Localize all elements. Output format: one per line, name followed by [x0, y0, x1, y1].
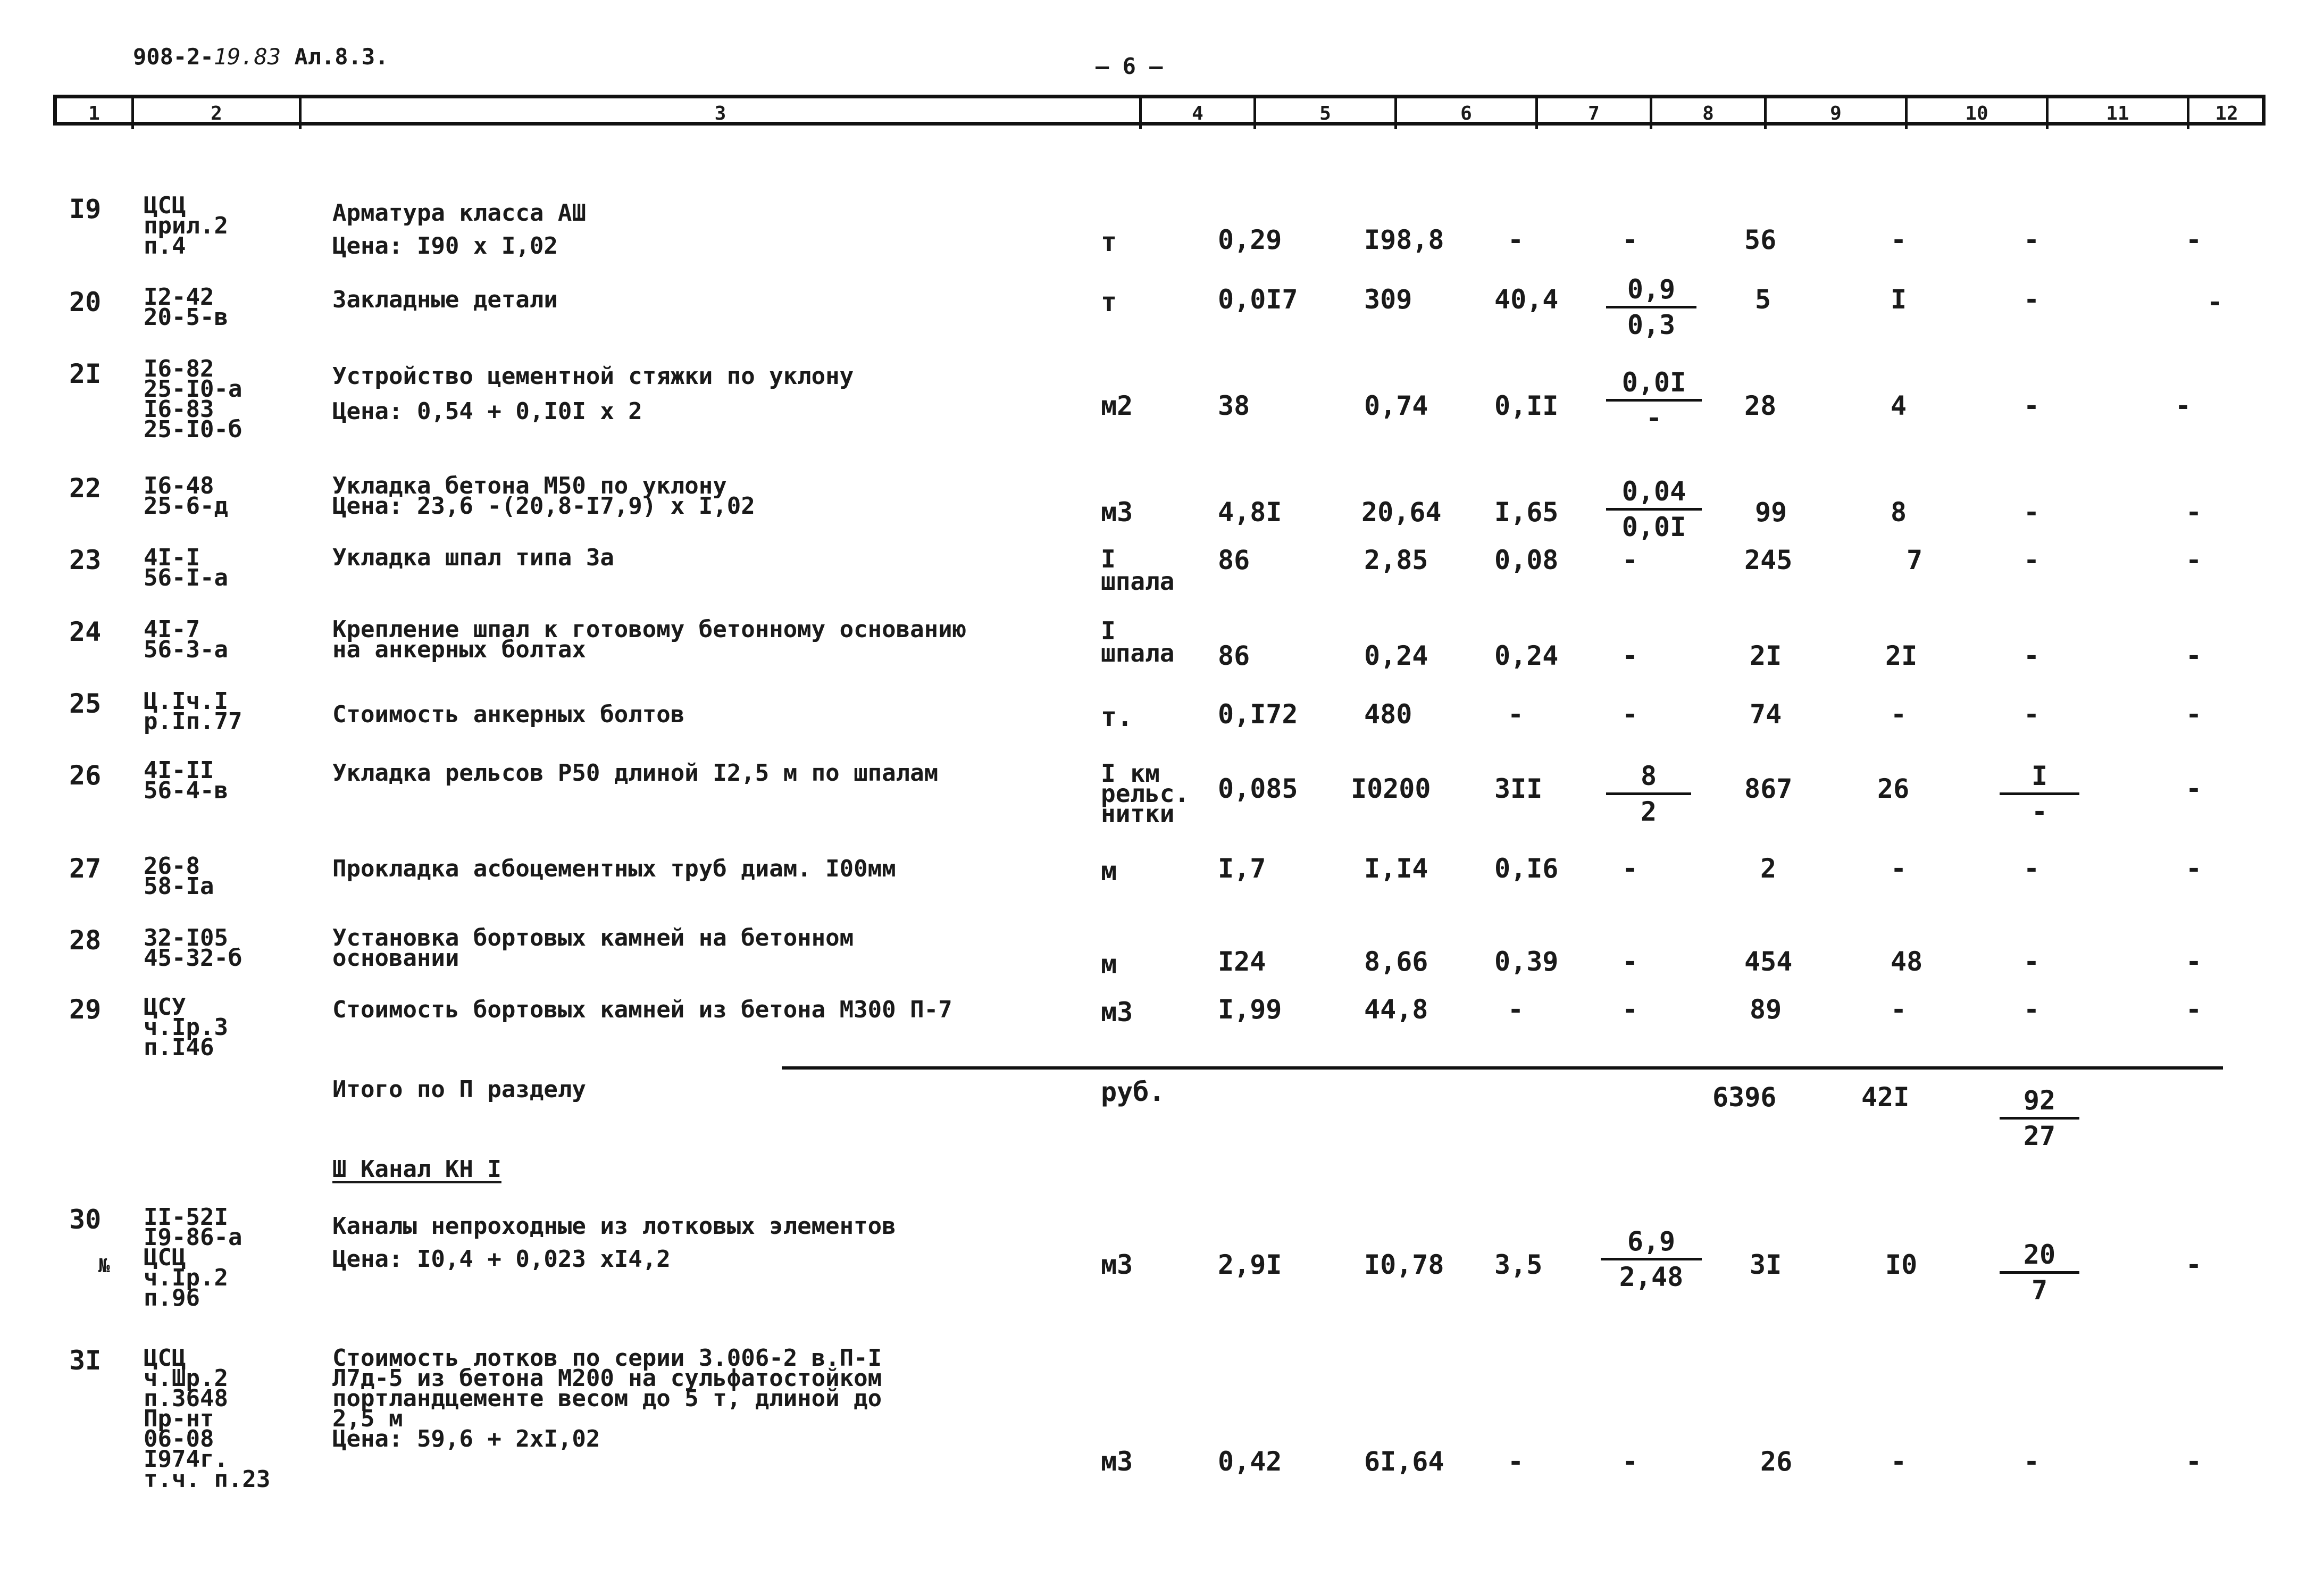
row-description [332, 544, 614, 571]
row-number: 29 [69, 994, 102, 1025]
desc-line: Цена: I0,4 + 0,023 xI4,2 [332, 1246, 671, 1273]
col9-value: 26 [1760, 1446, 1793, 1477]
row-description [332, 701, 685, 728]
quantity: 0,I72 [1218, 699, 1298, 730]
quantity: 0,29 [1218, 224, 1282, 255]
code-line: 25-I0-а [144, 375, 243, 403]
desc-line: Стоимость лотков по серии 3.006-2 в.П-I [332, 1344, 882, 1372]
code-line: п.I46 [144, 1034, 214, 1061]
col9-value: 3I [1750, 1249, 1782, 1280]
code-line: 20-5-в [144, 304, 228, 331]
col11-fraction [2000, 761, 2079, 827]
col10-value: 4 [1891, 390, 1907, 421]
row-description [332, 1210, 896, 1276]
row-number: 22 [69, 473, 102, 504]
col9-value: 2I [1750, 640, 1782, 671]
quantity: I,7 [1218, 853, 1266, 884]
desc-line: Стоимость бортовых камней из бетона М300 П-7 [332, 996, 952, 1023]
subtotal-col9: 6396 [1712, 1082, 1777, 1113]
code-line: ч.Iр.2 [144, 1264, 228, 1291]
fraction-top: 8 [1640, 761, 1657, 791]
col12-value: - [2186, 853, 2202, 884]
col11-value: - [2024, 1446, 2040, 1477]
col8-fraction [1601, 1226, 1702, 1292]
fraction-bottom: 2,48 [1619, 1262, 1684, 1292]
col10-value: 48 [1891, 946, 1923, 977]
code-line: ч.Шр.2 [144, 1365, 228, 1392]
code-line: 32-I05 [144, 924, 228, 951]
row-description [332, 472, 755, 520]
doc-suffix: Ал.8.3. [294, 44, 389, 70]
code-line: ЦСУ [144, 993, 186, 1021]
col12-value: - [2186, 497, 2202, 528]
code-line: 25-6-д [144, 492, 228, 520]
fraction-top: 92 [2023, 1085, 2056, 1116]
code-line: 45-32-б [144, 945, 243, 972]
col7-value: I,65 [1494, 497, 1559, 528]
col7-value: 40,4 [1494, 284, 1559, 315]
row-code [144, 1204, 243, 1312]
unit-price: 309 [1364, 284, 1412, 315]
code-line: ч.Iр.3 [144, 1014, 228, 1041]
unit-price: 0,24 [1364, 640, 1428, 671]
unit: м [1101, 949, 1117, 980]
code-line: 4I-II [144, 757, 214, 784]
col-num-6: 6 [1460, 103, 1472, 124]
code-line: п.96 [144, 1284, 200, 1312]
code-line: прил.2 [144, 212, 228, 239]
desc-line: Каналы непроходные из лотковых элементов [332, 1213, 896, 1240]
unit: т [1101, 227, 1117, 257]
row-code [144, 853, 214, 900]
unit-line: шпала [1101, 639, 1175, 667]
col10-value: - [1891, 1446, 1907, 1477]
col7-value: 0,24 [1494, 640, 1559, 671]
col11-fraction [2000, 1239, 2079, 1306]
unit-price: I98,8 [1364, 224, 1444, 255]
col9-value: 56 [1744, 224, 1777, 255]
section-title: Ш Канал КН I [332, 1156, 501, 1183]
code-line: р.Iп.77 [144, 708, 243, 735]
desc-line: Установка бортовых камней на бетонном [332, 924, 854, 951]
code-line: I6-82 [144, 355, 214, 382]
code-line: Ц.Iч.I [144, 688, 228, 715]
col-num-4: 4 [1192, 103, 1203, 124]
col-num-1: 1 [88, 103, 100, 124]
code-line: 4I-7 [144, 616, 200, 643]
code-line: 06-08 [144, 1425, 214, 1452]
col12-value: - [2186, 994, 2202, 1025]
unit-price: I0,78 [1364, 1249, 1444, 1280]
col-num-2: 2 [211, 103, 222, 124]
unit-price: 480 [1364, 699, 1412, 730]
code-line: п.3648 [144, 1385, 228, 1412]
quantity: 0,42 [1218, 1446, 1282, 1477]
col12-value: - [2186, 699, 2202, 730]
row-code [144, 355, 243, 443]
doc-code-handwritten: 19.83 [213, 44, 281, 70]
row-number: 20 [69, 287, 102, 318]
row-description [332, 1344, 882, 1452]
col9-value: 89 [1750, 994, 1782, 1025]
col12-value: - [2186, 545, 2202, 575]
col10-value: - [1891, 224, 1907, 255]
col12-value: - [2186, 224, 2202, 255]
row-number: 26 [69, 760, 102, 791]
row-description [332, 855, 896, 882]
unit-price: 2,85 [1364, 545, 1428, 575]
desc-line: портландцементе весом до 5 т, длиной до [332, 1385, 882, 1412]
desc-line: Цена: 23,6 -(20,8-I7,9) x I,02 [332, 492, 755, 520]
unit: м3 [1101, 1446, 1133, 1477]
doc-code: 908-2- [133, 44, 214, 70]
col7-value: 0,II [1494, 390, 1559, 421]
row-code [144, 192, 228, 260]
subtotal-col11-fraction [2000, 1085, 2079, 1151]
desc-line: Цена: 0,54 + 0,I0I x 2 [332, 398, 642, 425]
quantity: I24 [1218, 946, 1266, 977]
row-code [144, 757, 228, 804]
unit-price: 8,66 [1364, 946, 1428, 977]
col7-value: 0,I6 [1494, 853, 1559, 884]
row-description [332, 286, 558, 313]
row-code [144, 283, 228, 331]
fraction-bottom: - [1645, 403, 1662, 433]
quantity: 38 [1218, 390, 1250, 421]
fraction-bottom: 2 [1640, 796, 1657, 827]
unit-price: 20,64 [1361, 497, 1442, 528]
column-header-strip [53, 95, 2266, 126]
col8-value: - [1622, 640, 1638, 671]
fraction-top: 20 [2023, 1239, 2056, 1270]
quantity: 2,9I [1218, 1249, 1282, 1280]
unit: м3 [1101, 1249, 1133, 1280]
row-number: 23 [69, 545, 102, 575]
fraction-bottom: 27 [2023, 1121, 2056, 1151]
col11-value: - [2024, 699, 2040, 730]
fraction-top: I [2031, 761, 2048, 791]
row-number: 30 [69, 1204, 102, 1235]
desc-line: Стоимость анкерных болтов [332, 701, 685, 728]
desc-line: Крепление шпал к готовому бетонному основанию [332, 616, 967, 643]
col10-value: - [1891, 853, 1907, 884]
col10-value: 2I [1885, 640, 1918, 671]
code-line: ЦСЦ [144, 1244, 186, 1271]
desc-line: Арматура класса АШ [332, 199, 586, 227]
col9-value: 5 [1755, 284, 1771, 315]
col8-fraction [1606, 367, 1702, 433]
col7-value: - [1508, 224, 1524, 255]
row-description [332, 759, 939, 787]
col11-value: - [2024, 853, 2040, 884]
col8-value: - [1622, 994, 1638, 1025]
col11-value: - [2024, 284, 2040, 315]
col10-value: - [1891, 994, 1907, 1025]
col12-value: - [2186, 1446, 2202, 1477]
col8-value: - [1622, 699, 1638, 730]
code-line: I974г. [144, 1446, 228, 1473]
quantity: 0,0I7 [1218, 284, 1298, 315]
code-line: 26-8 [144, 853, 200, 880]
code-line: 4I-I [144, 544, 200, 571]
row-number: 25 [69, 688, 102, 719]
col9-value: 2 [1760, 853, 1777, 884]
row-code [144, 472, 228, 520]
code-line: I9-86-а [144, 1224, 243, 1251]
col7-value: 0,08 [1494, 545, 1559, 575]
page-number: — 6 — [1096, 53, 1163, 79]
desc-line: Прокладка асбоцементных труб диам. I00мм [332, 855, 896, 882]
desc-line: Закладные детали [332, 286, 558, 313]
col10-value: - [1891, 699, 1907, 730]
row-number: 3I [69, 1345, 102, 1376]
desc-line: Укладка бетона М50 по уклону [332, 472, 727, 499]
subtotal-rule [782, 1066, 2223, 1070]
row-number: 28 [69, 925, 102, 956]
col8-fraction [1606, 476, 1702, 542]
row-number: I9 [69, 194, 102, 224]
col11-value: - [2024, 946, 2040, 977]
unit: м [1101, 856, 1117, 887]
col-num-9: 9 [1830, 103, 1842, 124]
code-line: 58-Iа [144, 873, 214, 900]
unit: т [1101, 287, 1117, 318]
code-line: п.4 [144, 232, 186, 260]
code-line: Пр-нт [144, 1405, 214, 1432]
unit-line: I км [1101, 759, 1160, 788]
unit-line: I [1101, 616, 1116, 645]
col-num-7: 7 [1588, 103, 1600, 124]
col9-value: 454 [1744, 946, 1793, 977]
col11-value: - [2024, 497, 2040, 528]
fraction-bottom: - [2031, 796, 2048, 827]
quantity: I,99 [1218, 994, 1282, 1025]
col8-fraction [1606, 761, 1691, 827]
code-line: 56-I-а [144, 564, 228, 591]
unit-line: нитки [1101, 799, 1175, 828]
col10-value: 26 [1877, 773, 1910, 804]
row-description [332, 924, 854, 972]
col-num-5: 5 [1319, 103, 1331, 124]
col8-value: - [1622, 853, 1638, 884]
col11-value: - [2024, 994, 2040, 1025]
code-line: I6-48 [144, 472, 214, 499]
unit [1101, 616, 1175, 667]
col12-value: - [2175, 390, 2192, 421]
row-code [144, 688, 243, 735]
col9-value: 867 [1744, 773, 1793, 804]
col8-value: - [1622, 224, 1638, 255]
row-code [144, 993, 228, 1061]
quantity: 4,8I [1218, 497, 1282, 528]
row-description [332, 616, 967, 663]
fraction-top: 0,0I [1621, 367, 1686, 398]
unit-price: I,I4 [1364, 853, 1428, 884]
col7-value: - [1508, 994, 1524, 1025]
col9-value: 28 [1744, 390, 1777, 421]
code-line: 56-4-в [144, 777, 228, 804]
col11-value: - [2024, 224, 2040, 255]
col7-value: 3,5 [1494, 1249, 1543, 1280]
row-code [144, 924, 243, 972]
desc-line: Л7д-5 из бетона М200 на сульфатостойком [332, 1365, 882, 1392]
row-description [332, 359, 854, 429]
col-num-8: 8 [1702, 103, 1714, 124]
quantity: 0,085 [1218, 773, 1298, 804]
col12-value: - [2186, 1249, 2202, 1280]
col8-fraction [1606, 274, 1696, 340]
col8-value: - [1622, 545, 1638, 575]
desc-line: на анкерных болтах [332, 636, 586, 663]
code-line: I2-42 [144, 283, 214, 311]
code-line: ЦСЦ [144, 192, 186, 219]
fraction-bottom: 0,3 [1627, 310, 1676, 340]
col7-value: 0,39 [1494, 946, 1559, 977]
row-description [332, 197, 586, 263]
col10-value: I [1891, 284, 1907, 315]
unit-price: I0200 [1351, 773, 1431, 804]
col7-value: - [1508, 699, 1524, 730]
code-line: 56-3-а [144, 636, 228, 663]
unit [1101, 759, 1190, 828]
quantity: 86 [1218, 640, 1250, 671]
col10-value: I0 [1885, 1249, 1918, 1280]
unit [1101, 545, 1175, 596]
unit-price: 44,8 [1364, 994, 1428, 1025]
col8-value: - [1622, 946, 1638, 977]
col9-value: 245 [1744, 545, 1793, 575]
fraction-bottom: 7 [2031, 1275, 2048, 1306]
col11-value: - [2024, 390, 2040, 421]
code-line: ЦСЦ [144, 1344, 186, 1372]
fraction-bottom: 0,0I [1621, 512, 1686, 542]
desc-line: Цена: 59,6 + 2xI,02 [332, 1425, 600, 1452]
col12-value: - [2186, 773, 2202, 804]
row-code [144, 544, 228, 591]
col11-value: - [2024, 545, 2040, 575]
document-code [133, 44, 388, 70]
unit-line: рельс. [1101, 779, 1190, 808]
col9-value: 74 [1750, 699, 1782, 730]
row-number: 2I [69, 358, 102, 389]
fraction-top: 6,9 [1627, 1226, 1676, 1257]
col-num-12: 12 [2215, 103, 2238, 124]
desc-line: 2,5 м [332, 1405, 403, 1432]
desc-line: Укладка рельсов Р50 длиной I2,5 м по шпалам [332, 759, 939, 787]
col10-value: 7 [1907, 545, 1923, 575]
code-line: II-52I [144, 1204, 228, 1231]
col7-value: 3II [1494, 773, 1543, 804]
unit: т. [1101, 702, 1133, 732]
unit-price: 6I,64 [1364, 1446, 1444, 1477]
row-code [144, 616, 228, 663]
col9-value: 99 [1755, 497, 1787, 528]
unit: м3 [1101, 497, 1133, 528]
col10-value: 8 [1891, 497, 1907, 528]
row-number: 27 [69, 853, 102, 884]
subtotal-col10: 42I [1861, 1082, 1910, 1113]
code-line: I6-83 [144, 396, 214, 423]
col12-value: - [2207, 287, 2223, 318]
unit: м3 [1101, 997, 1133, 1028]
col12-value: - [2186, 946, 2202, 977]
code-line: т.ч. п.23 [144, 1466, 271, 1493]
col-num-10: 10 [1965, 103, 1988, 124]
col-num-11: 11 [2106, 103, 2129, 124]
unit-line: I [1101, 545, 1116, 573]
col7-value: - [1508, 1446, 1524, 1477]
quantity: 86 [1218, 545, 1250, 575]
col-num-3: 3 [714, 103, 726, 124]
unit-price: 0,74 [1364, 390, 1428, 421]
code-line: 25-I0-б [144, 416, 243, 443]
desc-line: Цена: I90 x I,02 [332, 232, 558, 260]
subtotal-label: Итого по П разделу [332, 1076, 586, 1103]
desc-line: Устройство цементной стяжки по уклону [332, 363, 854, 390]
row-description [332, 996, 952, 1023]
unit-line: шпала [1101, 567, 1175, 596]
fraction-top: 0,9 [1627, 274, 1676, 305]
fraction-top: 0,04 [1621, 476, 1686, 507]
col11-value: - [2024, 640, 2040, 671]
unit: м2 [1101, 390, 1133, 421]
col8-value: - [1622, 1446, 1638, 1477]
row-number: 24 [69, 616, 102, 647]
desc-line: основании [332, 945, 459, 972]
subtotal-unit: руб. [1101, 1076, 1165, 1107]
row-code [144, 1344, 271, 1493]
desc-line: Укладка шпал типа 3а [332, 544, 614, 571]
row-mark: № [98, 1255, 110, 1277]
col12-value: - [2186, 640, 2202, 671]
